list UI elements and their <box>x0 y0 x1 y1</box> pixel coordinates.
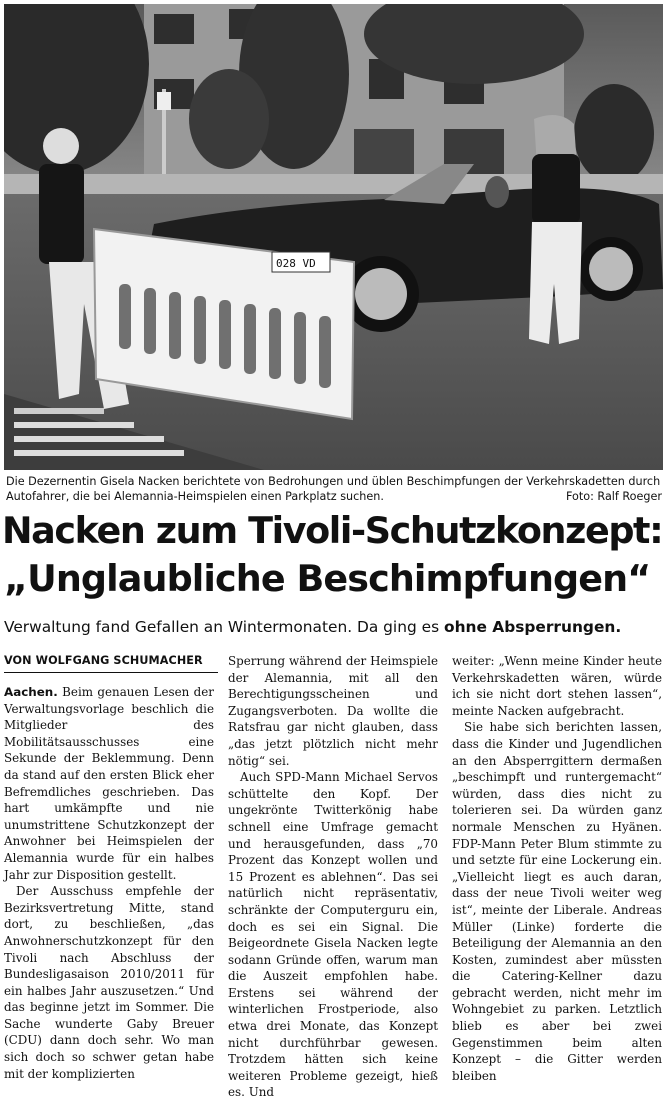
article-column-1 <box>4 684 214 1082</box>
byline: VON WOLFGANG SCHUMACHER <box>4 654 218 673</box>
caption-text: Die Dezernentin Gisela Nacken berichtete von Bedrohungen und üblen Beschimpfungen der Verkehrskadetten durch Autofahrer, die bei Alemannia-Heimspielen einen Parkplatz suchen. <box>6 475 661 503</box>
article-photo <box>4 4 663 470</box>
license-plate-text: 028 VD <box>276 257 316 270</box>
photo-credit: Foto: Ralf Roeger <box>565 490 662 503</box>
paragraph: Der Ausschuss empfehle der Bezirksvertretung Mitte, stand dort, zu beschließen, „das Anwohnerschutzkonzept für den Tivoli nach Abschluss der Bundesligasaison 2010/2011 für ein halbes Jahr auszusetzen.“ Und das beginne jetzt im Sommer. Die Sache wunderte Gaby Breuer (CDU) dann doch sehr. Wo man sich doch so schwer getan habe mit der komplizierten <box>4 884 214 1081</box>
headline-line-2: „Unglaubliche Beschimpfungen“ <box>4 557 651 600</box>
subheadline-bold: ohne Absperrungen. <box>444 618 622 636</box>
paragraph: weiter: „Wenn meine Kinder heute Verkehrskadetten wären, würde ich sie nicht dort stehen lassen“, meinte Nacken aufgebracht. <box>452 654 662 718</box>
paragraph <box>4 684 214 883</box>
dateline: Aachen. <box>4 685 58 699</box>
paragraph: Sie habe sich berichten lassen, dass die Kinder und Jugendlichen an den Absperrgittern dermaßen „beschimpft und runtergemacht“ würden, dass dies nicht zu tolerieren sei. Da würden ganz normale Menschen zu Hyänen. FDP-Mann Peter Blum stimmte zu und setzte für eine Lockerung ein. „Vielleicht liegt es auch daran, dass der neue Tivoli weiter weg ist“, meinte der Liberale. Andreas Müller (Linke) forderte die Beteiligung der Alemannia an den Kosten, zumindest aber müssten die Catering-Kellner dazu gebracht werden, nicht mehr im Wohngebiet zu parken. Letztlich blieb es aber bei zwei Gegenstimmen beim alten Konzept – die Gitter werden bleiben <box>452 720 662 1083</box>
paragraph-text: Beim genauen Lesen der Verwaltungsvorlage beschlich die Mitglieder des Mobilitätsausschusses eine Sekunde der Beklemmung. Denn da stand auf den ersten Blick eher Befremdliches geschrieben. Das hart umkämpfte und nie unumstrittene Schutzkonzept der Anwohner bei Heimspielen der Alemannia wurde für ein halbes Jahr zur Disposition gestellt. <box>4 685 214 882</box>
street-scene-illustration <box>4 4 663 470</box>
article-column-2 <box>228 653 438 1101</box>
paragraph: Sperrung während der Heimspiele der Alemannia, mit all den Berechtigungsscheinen und Zugangsverboten. Da wollte die Ratsfrau gar nicht glauben, dass „das jetzt plötzlich nicht mehr nötig“ sei. <box>228 654 438 768</box>
subheadline-text: Verwaltung fand Gefallen an Wintermonaten. Da ging es <box>4 618 445 636</box>
subheadline <box>4 617 664 637</box>
headline-line-1: Nacken zum Tivoli-Schutzkonzept: <box>2 509 663 552</box>
paragraph: Auch SPD-Mann Michael Servos schüttelte den Kopf. Der ungekrönte Twitterkönig habe schnell eine Umfrage gemacht und herausgefunden, dass „70 Prozent das Konzept wollen und 15 Prozent es ablehnen“. Das sei natürlich nicht repräsentativ, schränkte der Computerguru ein, doch es sei ein Signal. Die Beigeordnete Gisela Nacken legte sodann Gründe offen, warum man die Auszeit empfohlen habe. Erstens sei während der winterlichen Frostperiode, also etwa drei Monate, das Konzept nicht durchführbar gewesen. Trotzdem hätten sich keine weiteren Probleme gezeigt, hieß es. Und <box>228 770 438 1100</box>
article-column-3 <box>452 653 662 1084</box>
photo-caption <box>6 474 662 504</box>
